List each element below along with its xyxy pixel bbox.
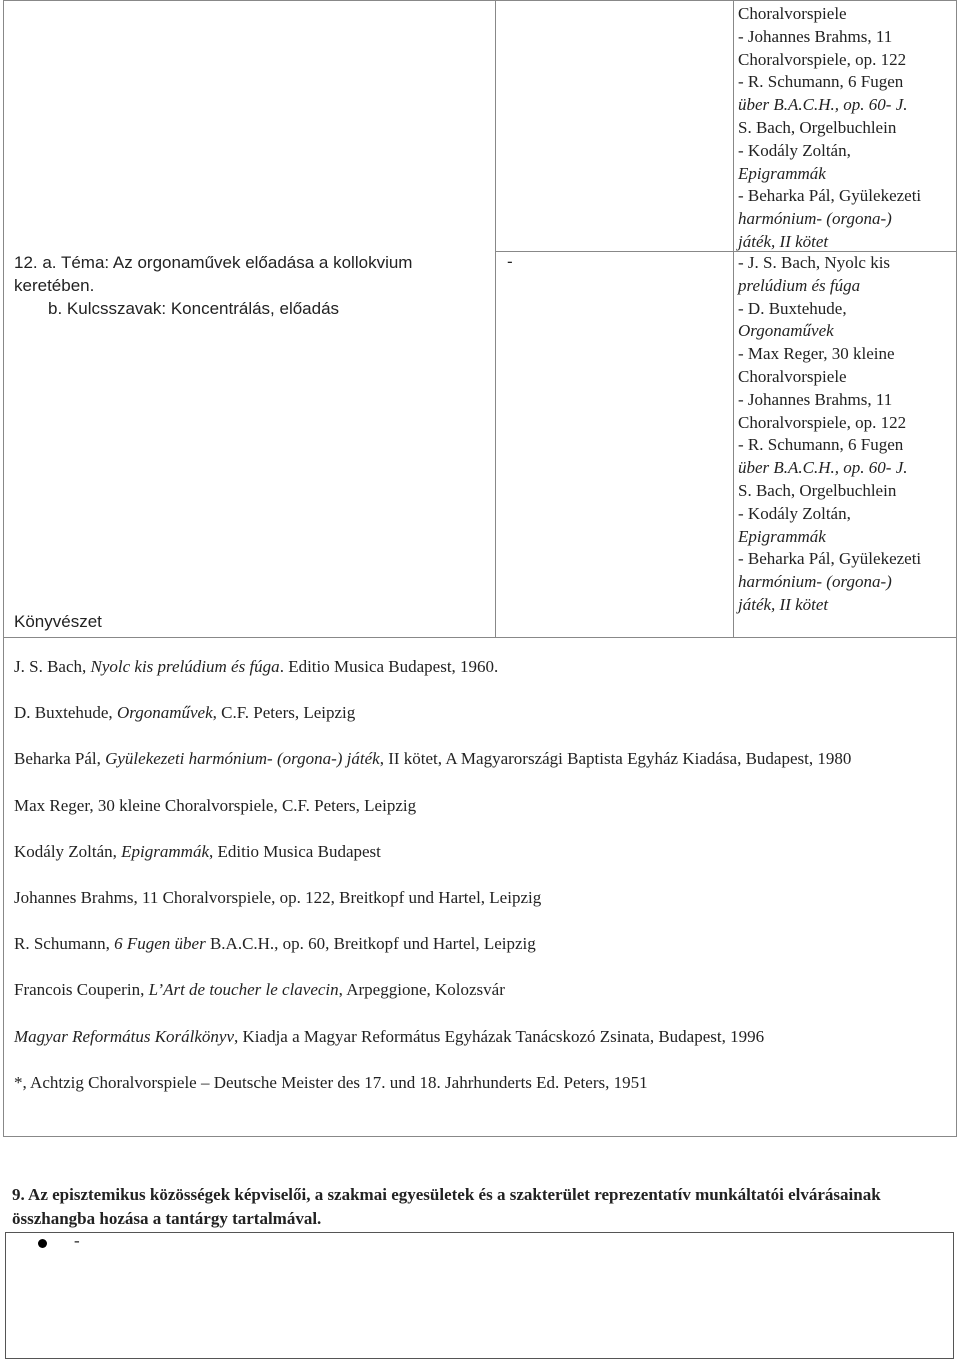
list-line: - D. Buxtehude, [738,298,847,318]
list-line: Choralvorspiele [738,4,847,23]
list-line: - Beharka Pál, Gyülekezeti [738,549,922,569]
list-line: Epigrammák [738,526,826,546]
middle-dash: - [507,252,513,271]
list-line: - R. Schumann, 6 Fugen [738,435,904,455]
list-line: Choralvorspiele, op. 122 [738,412,907,432]
list-line: Choralvorspiele, op. 122 [738,49,907,69]
list-line: - J. S. Bach, Nyolc kis [738,253,891,272]
list-line: - Beharka Pál, Gyülekezeti [738,186,922,206]
table-col-divider-2 [733,0,734,637]
biblio-entry: Max Reger, 30 kleine Choralvorspiele, C.F. Peters, Leipzig [14,795,417,815]
biblio-entry: Francois Couperin, L’Art de toucher le clavecin, Arpeggione, Kolozsvár [14,980,505,1000]
bullet-text: - [74,1231,80,1250]
row-divider-biblio [3,637,957,638]
keywords: b. Kulcsszavak: Koncentrálás, előadás [48,298,340,318]
list-line: über B.A.C.H., op. 60- J. [738,458,908,478]
list-line: S. Bach, Orgelbuchlein [738,480,897,500]
list-line: Choralvorspiele [738,366,847,386]
biblio-entry: D. Buxtehude, Orgonaművek, C.F. Peters, Leipzig [14,703,356,723]
list-line: harmónium- (orgona-) [738,209,892,229]
biblio-entry: Magyar Református Korálkönyv, Kiadja a Magyar Református Egyházak Tanácskozó Zsinata, Budapest, 1996 [14,1026,765,1046]
topic-title: 12. a. Téma: Az orgonaművek előadása a kollokvium [14,253,413,272]
biblio-entry: Johannes Brahms, 11 Choralvorspiele, op. 122, Breitkopf und Hartel, Leipzig [14,887,542,907]
list-line: - Max Reger, 30 kleine [738,344,895,364]
list-line: über B.A.C.H., op. 60- J. [738,95,908,115]
list-line: Epigrammák [738,163,826,183]
table-left-border [3,0,4,1136]
row12-list [738,252,956,617]
list-line: prelúdium és fúga [738,275,861,295]
bullet-icon [38,1239,47,1248]
list-line: játék, II kötet [738,231,829,251]
list-line: játék, II kötet [738,594,829,614]
biblio-entry: Beharka Pál, Gyülekezeti harmónium- (orgona-) játék, II kötet, A Magyarországi Baptista Egyház Kiadása, Budapest, 1980 [14,749,852,769]
list-line: - Kodály Zoltán, [738,503,851,523]
biblio-entry: Kodály Zoltán, Epigrammák, Editio Musica Budapest [14,841,381,861]
table-bottom-border [3,1136,957,1137]
table-col-divider-1 [495,0,496,637]
list-line: Orgonaművek [738,321,834,341]
list-line: S. Bach, Orgelbuchlein [738,117,897,137]
biblio-entry: *, Achtzig Choralvorspiele – Deutsche Meister des 17. und 18. Jahrhunderts Ed. Peters, 1951 [14,1072,648,1092]
section-9-box [5,1232,954,1359]
bibliography-label: Könyvészet [14,612,102,631]
top-cell-list [738,3,956,254]
section-9-heading: 9. Az episztemikus közösségek képviselői, a szakmai egyesületek és a szakterület reprezentatív munkáltatói elvárásainak összhangba hozása a tantárgy tartalmával. [12,1185,881,1228]
list-line: - Kodály Zoltán, [738,140,851,160]
table-top-border [3,0,957,1]
list-line: harmónium- (orgona-) [738,572,892,592]
topic-title-cont: keretében. [14,275,95,295]
biblio-entry: R. Schumann, 6 Fugen über B.A.C.H., op. 60, Breitkopf und Hartel, Leipzig [14,934,536,954]
topic-cell [14,252,494,320]
table-right-border [956,0,957,1136]
list-line: - Johannes Brahms, 11 [738,389,893,409]
biblio-entry: J. S. Bach, Nyolc kis prelúdium és fúga. Editio Musica Budapest, 1960. [14,657,499,676]
list-line: - Johannes Brahms, 11 [738,26,893,46]
list-line: - R. Schumann, 6 Fugen [738,72,904,92]
bibliography-list [14,656,949,1118]
